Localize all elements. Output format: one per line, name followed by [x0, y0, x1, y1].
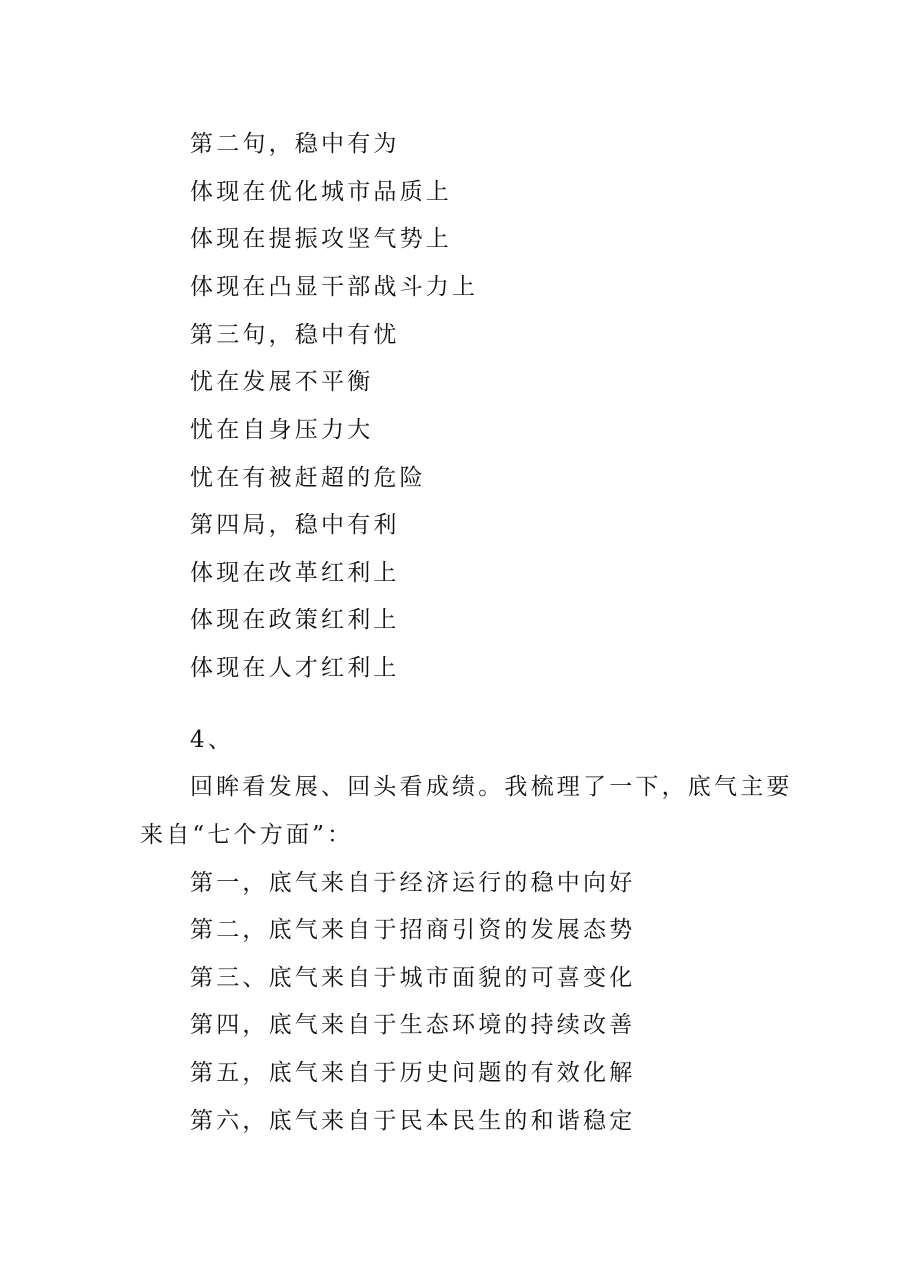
text-line: 体现在提振攻坚气势上: [190, 226, 452, 252]
aspect-line: 第五，底气来自于历史问题的有效化解: [190, 1060, 636, 1086]
aspect-line: 第四，底气来自于生态环境的持续改善: [190, 1012, 636, 1038]
text-line: 忧在有被赶超的危险: [190, 465, 426, 491]
section-number: 4、: [190, 727, 235, 753]
text-line: 体现在人才红利上: [190, 655, 400, 681]
text-line: 第二句，稳中有为: [190, 131, 400, 157]
text-line: 体现在改革红利上: [190, 560, 400, 586]
aspect-line: 第三、底气来自于城市面貌的可喜变化: [190, 965, 636, 991]
text-line: 体现在优化城市品质上: [190, 179, 452, 205]
text-line: 第四局，稳中有利: [190, 512, 400, 538]
intro-paragraph-line: 来自“七个方面”：: [140, 822, 354, 848]
text-line: 忧在自身压力大: [190, 417, 374, 443]
aspect-line: 第六，底气来自于民本民生的和谐稳定: [190, 1108, 636, 1134]
text-line: 体现在政策红利上: [190, 607, 400, 633]
aspect-line: 第二，底气来自于招商引资的发展态势: [190, 917, 636, 943]
text-line: 体现在凸显干部战斗力上: [190, 274, 479, 300]
text-line: 第三句，稳中有忧: [190, 322, 400, 348]
intro-paragraph-line: 回眸看发展、回头看成绩。我梳理了一下，底气主要: [190, 774, 793, 800]
aspect-line: 第一，底气来自于经济运行的稳中向好: [190, 870, 636, 896]
text-line: 忧在发展不平衡: [190, 369, 374, 395]
